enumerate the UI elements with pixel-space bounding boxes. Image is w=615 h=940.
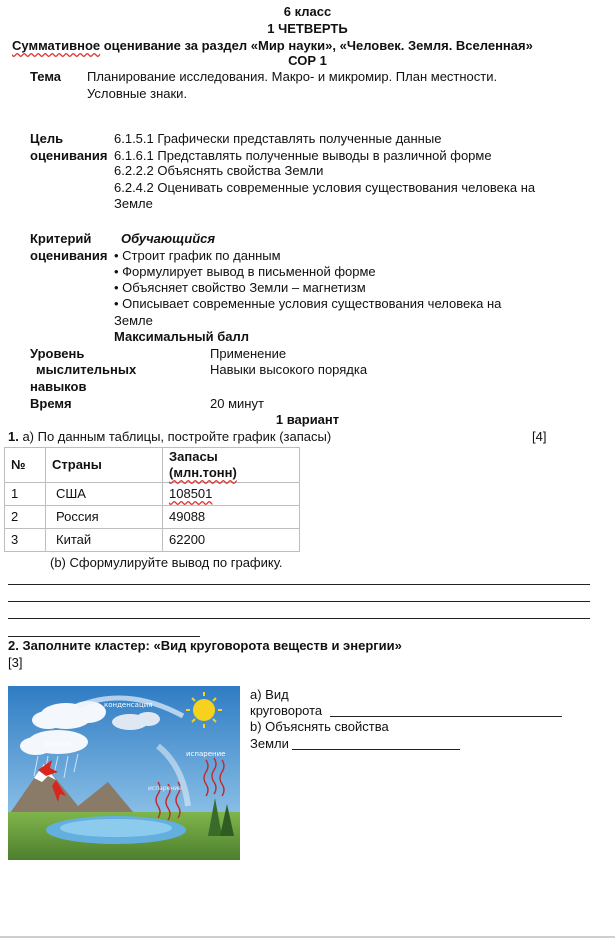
goal-label-1: Цель <box>30 131 64 146</box>
level-value-1: Применение <box>210 346 287 361</box>
cell-country: США <box>46 483 163 506</box>
task1-score: [4] <box>532 429 547 444</box>
cell-reserves: 49088 <box>163 506 300 529</box>
header-country: Страны <box>46 448 163 483</box>
task2-question-a-line2: круговорота <box>250 703 323 718</box>
document-title <box>12 38 533 54</box>
reserves-table <box>4 447 300 552</box>
header-number: № <box>5 448 46 483</box>
goal-item: 6.2.2.2 Объяснять свойства Земли <box>114 163 324 178</box>
grade-heading: 6 класс <box>283 4 332 19</box>
header-reserves-unit: (млн.тонн) <box>169 465 237 480</box>
variant-heading: 1 вариант <box>275 412 340 427</box>
goal-label-2: оценивания <box>30 148 108 163</box>
header-reserves <box>163 448 300 483</box>
task2-text: Заполните кластер: «Вид круговорота веществ и энергии» <box>22 638 402 653</box>
task1-prompt <box>8 429 331 445</box>
table-header-row <box>5 448 300 483</box>
criteria-item: • Объясняет свойство Земли – магнетизм <box>114 280 366 295</box>
task2-question-b-line2: Земли <box>250 736 289 751</box>
answer-line-a[interactable] <box>330 716 562 717</box>
task2-score: [3] <box>8 655 23 670</box>
topic-label: Тема <box>30 69 62 84</box>
topic-line-2: Условные знаки. <box>87 86 188 101</box>
criteria-label-1: Критерий <box>30 231 92 246</box>
table-row <box>5 483 300 506</box>
cell-reserves <box>163 483 300 506</box>
cell-number: 2 <box>5 506 46 529</box>
table-row <box>5 529 300 552</box>
max-score-label: Максимальный балл <box>114 329 250 344</box>
cell-country: Китай <box>46 529 163 552</box>
sor-heading: СОР 1 <box>288 53 327 68</box>
label-condensation: конденсация <box>104 701 153 709</box>
topic-line-1: Планирование исследования. Макро- и микромир. План местности. <box>87 69 498 84</box>
goal-item: Земле <box>114 196 153 211</box>
task2-question-a-line1: а) Вид <box>250 687 289 702</box>
task1-number: 1. <box>8 429 19 444</box>
criteria-item: Земле <box>114 313 153 328</box>
level-label-1: Уровень <box>30 346 85 361</box>
answer-line[interactable] <box>8 618 590 619</box>
page-bottom-divider <box>0 936 615 938</box>
level-label-2: мыслительных <box>36 362 137 377</box>
criteria-label-2: оценивания <box>30 248 108 263</box>
label-precipitation: осадки <box>44 740 71 748</box>
answer-line[interactable] <box>8 601 590 602</box>
cell-reserves-value: 108501 <box>169 486 213 501</box>
header-reserves-line1: Запасы <box>169 449 218 464</box>
time-value: 20 минут <box>210 396 264 411</box>
cell-number: 1 <box>5 483 46 506</box>
task2-question-b-line1: b) Объяснять свойства <box>250 719 389 734</box>
goal-item: 6.1.5.1 Графически представлять полученные данные <box>114 131 442 146</box>
goal-item: 6.2.4.2 Оценивать современные условия существования человека на <box>114 180 536 195</box>
label-evaporation: испарение <box>186 750 226 758</box>
quarter-heading: 1 ЧЕТВЕРТЬ <box>267 21 348 36</box>
cell-number: 3 <box>5 529 46 552</box>
task2-prompt <box>8 638 402 654</box>
answer-line[interactable] <box>8 584 590 585</box>
title-rest: оценивание за раздел «Мир науки», «Человек. Земля. Вселенная» <box>100 38 533 53</box>
label-transpiration: испарение <box>148 785 182 792</box>
level-label-3: навыков <box>30 379 87 394</box>
criteria-item: • Формулирует вывод в письменной форме <box>114 264 376 279</box>
criteria-item: • Строит график по данным <box>114 248 281 263</box>
time-label: Время <box>30 396 72 411</box>
table-row <box>5 506 300 529</box>
criteria-item: • Описывает современные условия существования человека на <box>114 296 502 311</box>
answer-line[interactable] <box>8 636 200 637</box>
cell-country: Россия <box>46 506 163 529</box>
cell-reserves: 62200 <box>163 529 300 552</box>
level-value-2: Навыки высокого порядка <box>210 362 368 377</box>
goal-item: 6.1.6.1 Представлять полученные выводы в различной форме <box>114 148 492 163</box>
title-word-summative: Суммативное <box>12 38 101 53</box>
task1-text: а) По данным таблицы, постройте график (запасы) <box>18 429 332 444</box>
task2-number: 2. <box>8 638 19 653</box>
criteria-learner: Обучающийся <box>121 231 216 246</box>
task1-part-b: (b) Сформулируйте вывод по графику. <box>50 555 283 570</box>
water-cycle-illustration <box>8 686 240 860</box>
answer-line-b[interactable] <box>292 749 460 750</box>
